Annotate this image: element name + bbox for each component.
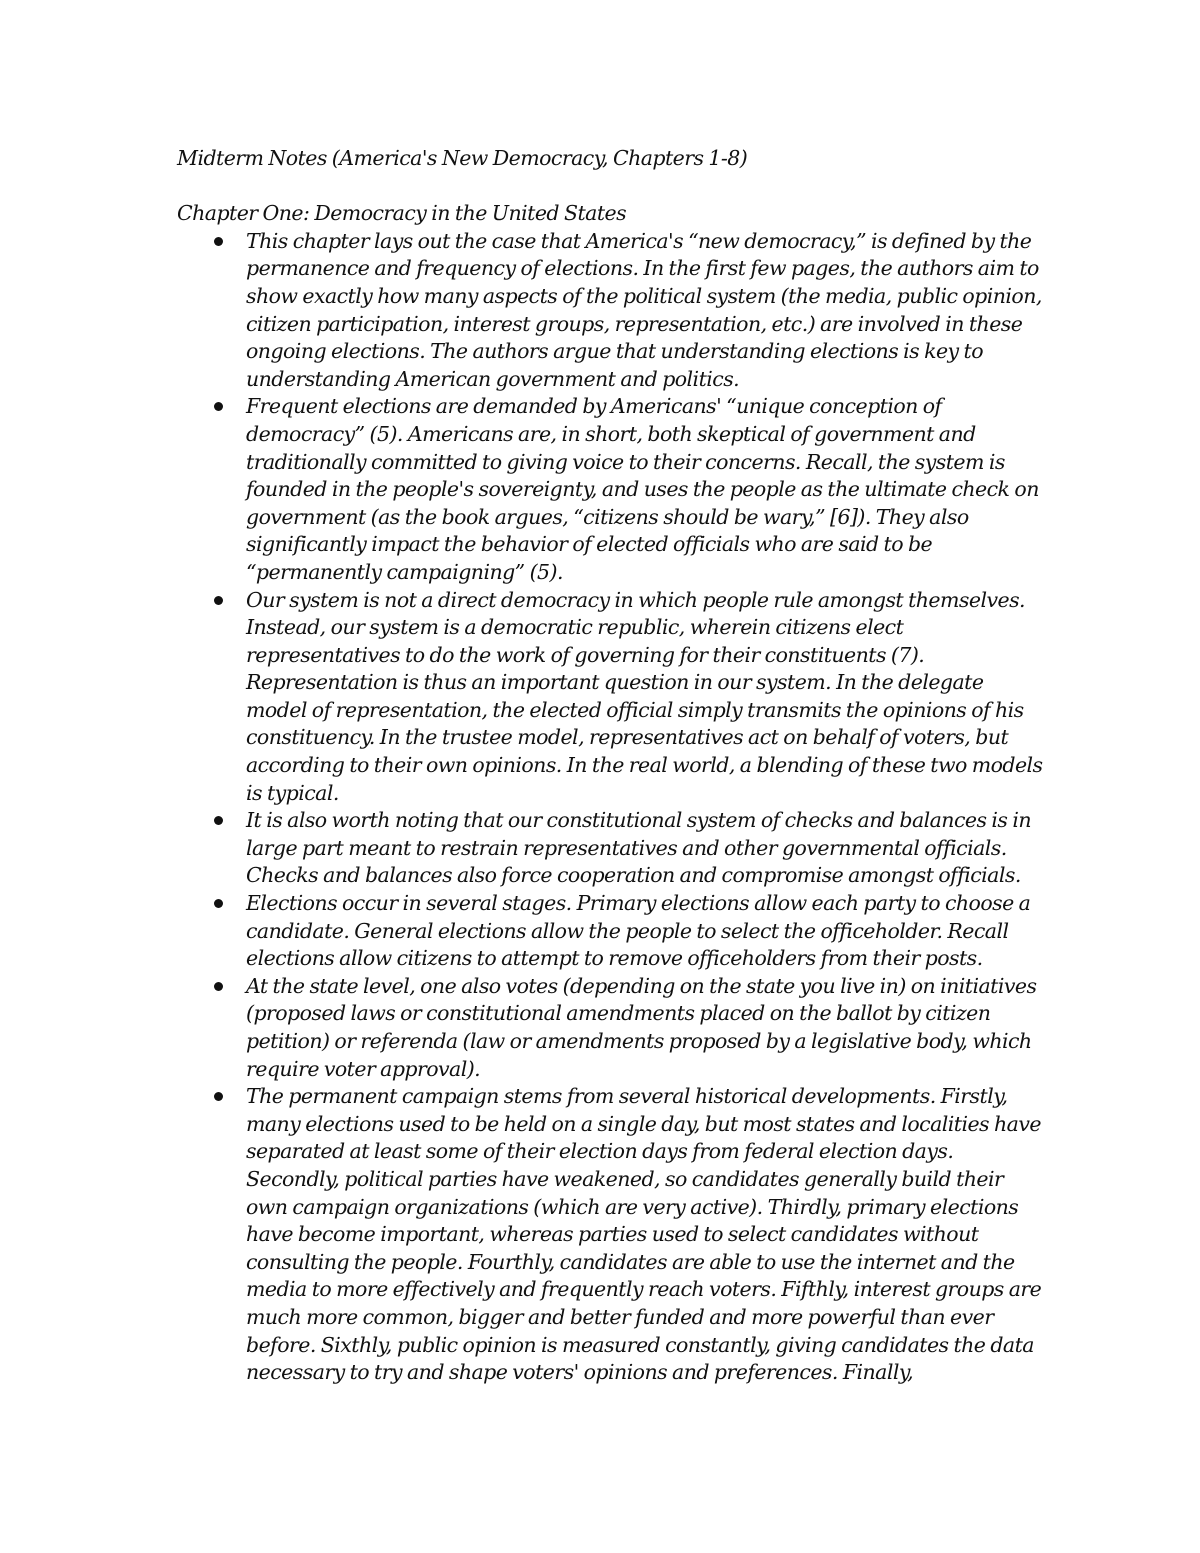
bullet-text: Elections occur in several stages. Primary elections allow each party to choose a candidate. General elections allow the people to select the officeholder. Recall elections allow citizens to attempt to remove officeholders from their posts. <box>246 891 1031 971</box>
document-body <box>177 145 1047 1387</box>
bullet-text: At the state level, one also votes (depending on the state you live in) on initiatives (proposed laws or constitutional amendments placed on the ballot by citizen petition) or referenda (law or amendments proposed by a legislative body, which require voter approval). <box>246 973 1037 1081</box>
bullet-text: It is also worth noting that our constitutional system of checks and balances is in large part meant to restrain representatives and other governmental officials. Checks and balances also force cooperation and compromise amongst officials. <box>246 808 1032 888</box>
bullet-dot-icon <box>214 402 223 411</box>
bullet-item <box>246 807 1047 890</box>
document-title: Midterm Notes (America's New Democracy, Chapters 1-8) <box>177 146 748 170</box>
bullet-dot-icon <box>214 237 223 246</box>
bullet-text: Frequent elections are demanded by Americans' “unique conception of democracy” (5). Americans are, in short, both skeptical of government and traditionally committed to giving voice to their concerns. Recall, the system is founded in the people's sovereignty, and uses the people as the ultimate check on government (as the book argues, “citizens should be wary,” [6]). They also significantly impact the behavior of elected officials who are said to be “permanently campaigning” (5). <box>246 394 1039 584</box>
bullet-item <box>246 890 1047 973</box>
bullet-dot-icon <box>214 899 223 908</box>
bullet-text: This chapter lays out the case that America's “new democracy,” is defined by the permanence and frequency of elections. In the first few pages, the authors aim to show exactly how many aspects of the political system (the media, public opinion, citizen participation, interest groups, representation, etc.) are involved in these ongoing elections. The authors argue that understanding elections is key to understanding American government and politics. <box>246 228 1042 391</box>
bullet-item <box>246 228 1047 394</box>
bullet-dot-icon <box>214 596 223 605</box>
chapter-heading: Chapter One: Democracy in the United States <box>177 201 627 226</box>
bullet-list <box>177 228 1047 1387</box>
bullet-dot-icon <box>214 982 223 991</box>
bullet-text: Our system is not a direct democracy in which people rule amongst themselves. Instead, our system is a democratic republic, wherein citizens elect representatives to do the work of governing for their constituents (7). Representation is thus an important question in our system. In the delegate model of representation, the elected official simply transmits the opinions of his constituency. In the trustee model, representatives act on behalf of voters, but according to their own opinions. In the real world, a blending of these two models is typical. <box>246 587 1043 805</box>
bullet-item <box>246 1083 1047 1387</box>
bullet-dot-icon <box>214 1092 223 1101</box>
bullet-item <box>246 587 1047 808</box>
bullet-dot-icon <box>214 816 223 825</box>
bullet-item <box>246 393 1047 586</box>
bullet-item <box>246 973 1047 1083</box>
bullet-text: The permanent campaign stems from several historical developments. Firstly, many elections used to be held on a single day, but most states and localities have separated at least some of their election days from federal election days. Secondly, political parties have weakened, so candidates generally build their own campaign organizations (which are very active). Thirdly, primary elections have become important, whereas parties used to select candidates without consulting the people. Fourthly, candidates are able to use the internet and the media to more effectively and frequently reach voters. Fifthly, interest groups are much more common, bigger and better funded and more powerful than ever before. Sixthly, public opinion is measured constantly, giving candidates the data necessary to try and shape voters' opinions and preferences. Finally, <box>246 1084 1042 1385</box>
